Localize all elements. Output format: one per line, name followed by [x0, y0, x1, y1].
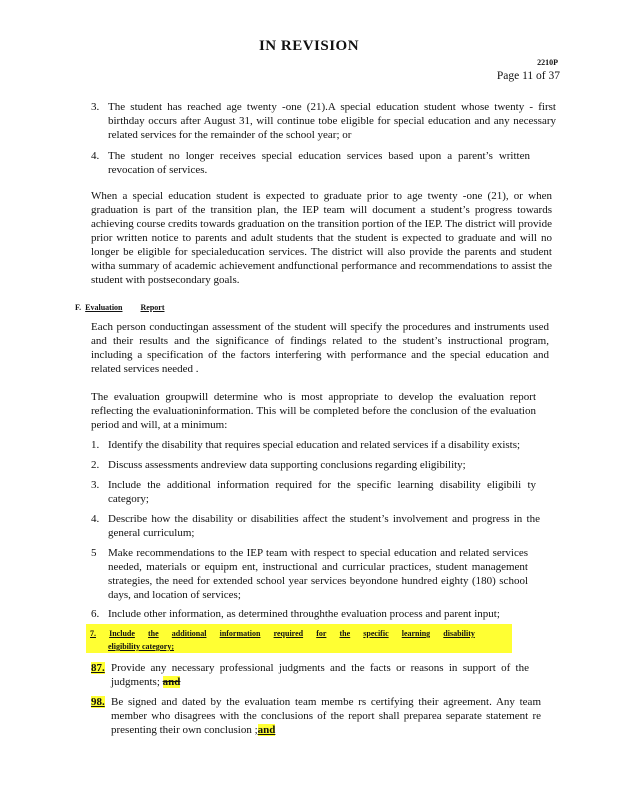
- list-item-number: 3.: [91, 101, 100, 113]
- word: specific: [363, 629, 389, 638]
- graduation-paragraph: When a special education student is expected to graduate prior to age twenty -one (21), or when graduation is part of the transition plan, the IEP team will document a student’s progress towards achieving course credits towards graduation on the transition portion of the IEP. The district will provide prior written notice to parents and adult students that the student is expected to graduate and will no longer be eligible for specialeducation services. The district will also provide the parents and student witha summary of academic achievement andfunctional performance and recommendations to assist the student with postsecondary goals.: [91, 190, 552, 286]
- word: for: [316, 629, 327, 638]
- list-item-number: [91, 695, 105, 709]
- word: disability: [443, 629, 475, 638]
- evaluation-paragraph: The evaluation groupwill determine who is most appropriate to develop the evaluation report reflecting the evaluationinformation. This will be completed before the conclusion of the evaluation period and will, at a minimum:: [91, 391, 536, 431]
- list-item-number: [91, 661, 105, 675]
- section-letter: F.: [75, 303, 82, 312]
- list-item-number: 4.: [91, 513, 100, 525]
- section-title: Evaluation: [85, 303, 123, 312]
- word: required: [273, 629, 304, 638]
- inserted-line-1: [90, 627, 508, 640]
- list-item-text: The student has reached age twenty -one (21).A special education student whose twenty - first birthday occurs after August 31, will continue tobe eligible for special education and any necessary related services for the remainder of the school year; or: [108, 101, 556, 141]
- deleted-word: and: [162, 676, 181, 688]
- added-word: and: [257, 724, 276, 736]
- assessment-paragraph: Each person conductingan assessment of the student will specify the procedures and instruments used and their results and the significance of findings related to the student’s instructional program, including a specification of the factors interfering with performance and the special education and related services needed .: [91, 321, 549, 375]
- section-title-word: Report: [140, 303, 165, 312]
- revised-number: 98.: [91, 696, 105, 708]
- list-item-text: Include other information, as determined throughthe evaluation process and parent input;: [108, 608, 500, 620]
- list-item-text: Describe how the disability or disabilities affect the student’s involvement and progress in the general curriculum;: [108, 513, 540, 539]
- list-item-text: The student no longer receives special education services based upon a parent’s written revocation of services.: [108, 150, 530, 176]
- word: Include: [109, 629, 135, 638]
- list-item-text: [111, 661, 529, 689]
- inserted-line-2: eligibility category;: [108, 642, 174, 651]
- list-item-number: 5: [91, 547, 97, 559]
- list-item-number: 6.: [91, 608, 100, 620]
- list-item-text: Include the additional information required for the specific learning disability eligibili ty category;: [108, 479, 536, 505]
- list-item-text: Identify the disability that requires special education and related services if a disability exists;: [108, 439, 521, 451]
- word: learning: [401, 629, 431, 638]
- list-item-number: 1.: [91, 439, 100, 451]
- list-item-number: 4.: [91, 150, 100, 162]
- word: the: [148, 629, 159, 638]
- list-item-text: [111, 695, 541, 737]
- inserted-list-item: [90, 627, 508, 653]
- word: the: [339, 629, 351, 638]
- document-code: 2210P: [537, 58, 558, 67]
- section-heading: [75, 303, 165, 312]
- list-item-text: Make recommendations to the IEP team with respect to special education and related services needed, materials or equipm ent, instructional and curricular practices, student management strategies, the need for extended school year services beyondone hundred eighty (180) school days, and location of services;: [108, 547, 528, 601]
- item-text: Be signed and dated by the evaluation team membe rs certifying their agreement. Any team member who disagrees with the conclusions of the report shall preparea separate statement re presenting their own conclusion ;: [111, 696, 541, 736]
- list-item-number: 2.: [91, 459, 100, 471]
- revision-title: IN REVISION: [258, 38, 360, 54]
- page-number: Page 11 of 37: [496, 70, 560, 82]
- revised-number: 87.: [91, 662, 105, 674]
- list-item-text: Discuss assessments andreview data supporting conclusions regarding eligibility;: [108, 459, 466, 471]
- item-text: Provide any necessary professional judgments and the facts or reasons in support of the judgments;: [111, 662, 529, 688]
- list-item-number: 3.: [91, 479, 100, 491]
- word: additional: [171, 629, 207, 638]
- word: information: [219, 629, 261, 638]
- list-item-number: 7.: [90, 629, 96, 638]
